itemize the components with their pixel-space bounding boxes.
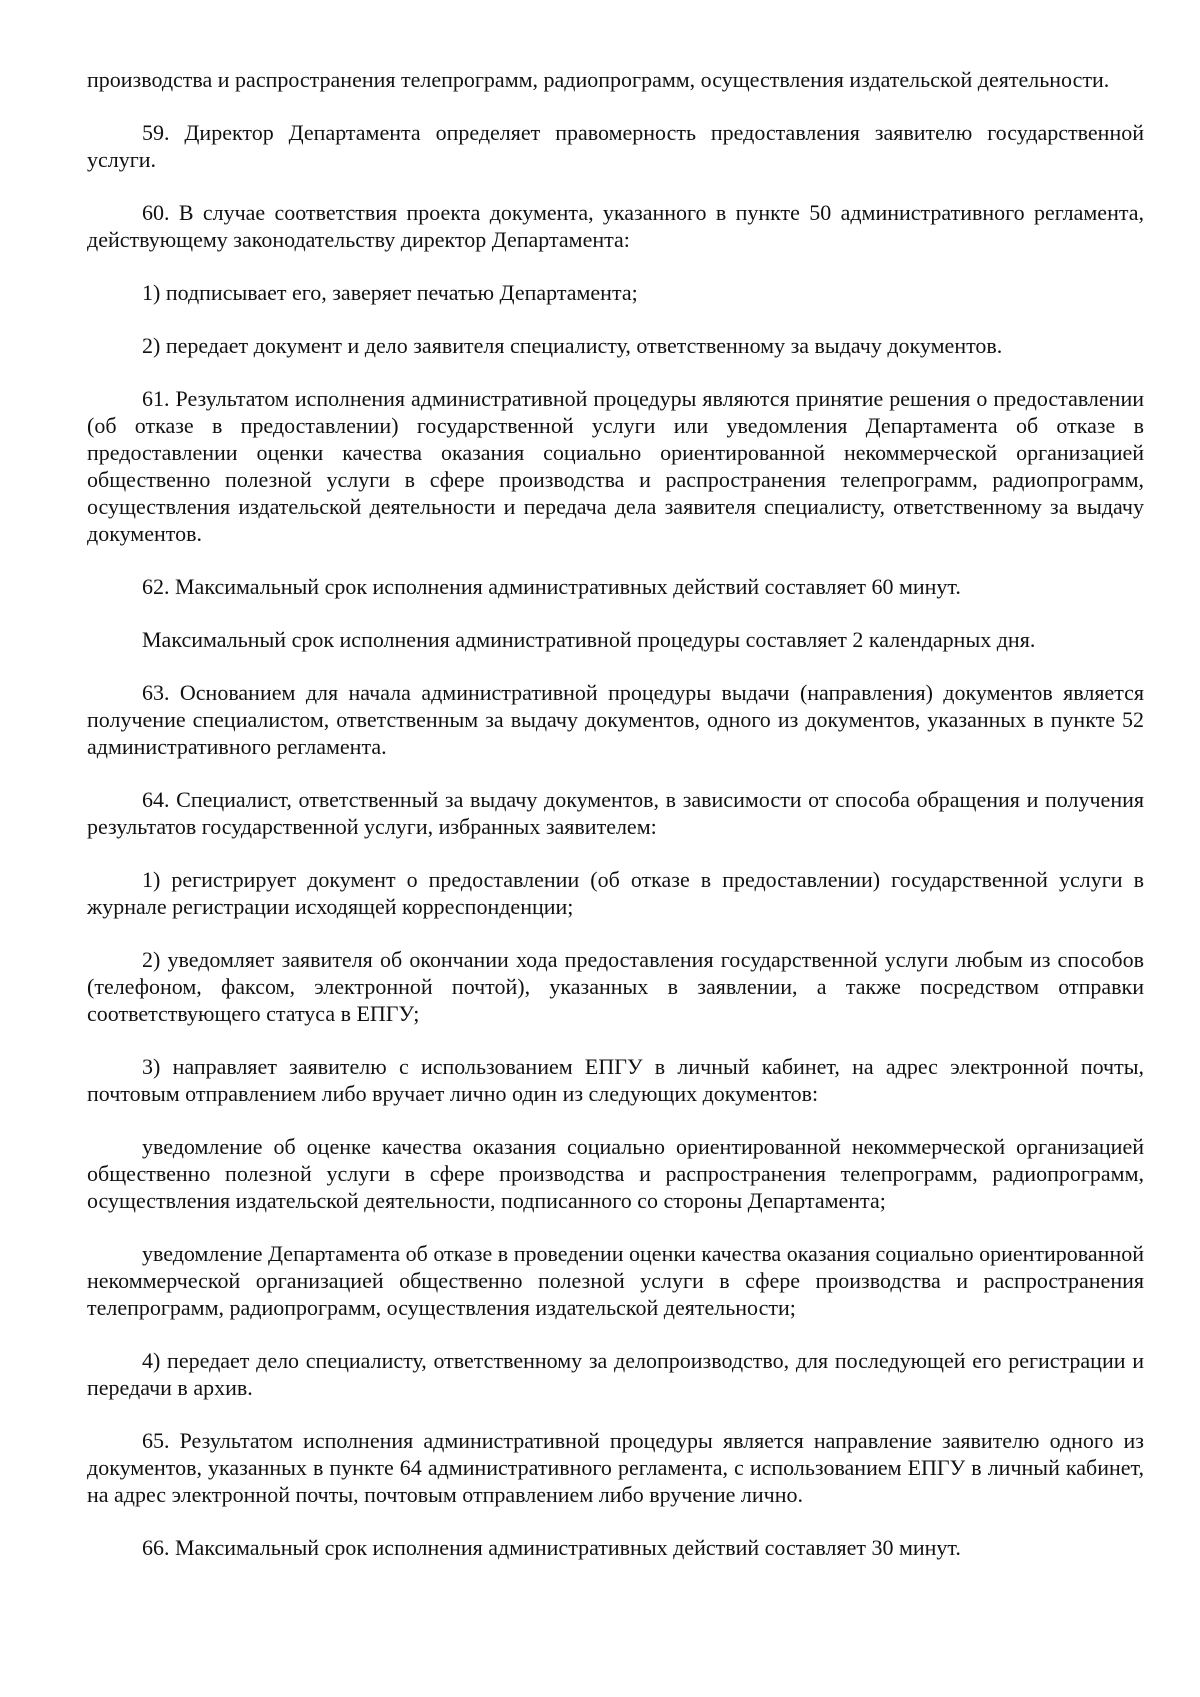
paragraph-60: 60. В случае соответствия проекта документа, указанного в пункте 50 административного регламента, действующему законодательству директор Департамента: [87, 200, 1144, 252]
paragraph-64-item-1: 1) регистрирует документ о предоставлении (об отказе в предоставлении) государственной услуги в журнале регистрации исходящей корреспонденции; [87, 867, 1144, 919]
paragraph-62-procedure-term: Максимальный срок исполнения административной процедуры составляет 2 календарных дня. [142, 627, 1036, 652]
paragraph-64: 64. Специалист, ответственный за выдачу документов, в зависимости от способа обращения и получения результатов государственной услуги, избранных заявителем: [87, 787, 1144, 839]
paragraph-continuation: производства и распространения телепрограмм, радиопрограмм, осуществления издательской деятельности. [87, 67, 1110, 92]
paragraph-64-document-option-2: уведомление Департамента об отказе в проведении оценки качества оказания социально ориентированной некоммерческой организацией общественно полезной услуги в сфере производства и распространения телепрограмм, радиопрограмм, осуществления издательской деятельности; [87, 1241, 1144, 1320]
paragraph-60-item-2: 2) передает документ и дело заявителя специалисту, ответственному за выдачу документов. [142, 333, 1003, 358]
paragraph-64-item-2: 2) уведомляет заявителя об окончании хода предоставления государственной услуги любым из способов (телефоном, факсом, электронной почтой), указанных в заявлении, а также посредством отправки соответствующего статуса в ЕПГУ; [87, 947, 1144, 1026]
paragraph-66: 66. Максимальный срок исполнения административных действий составляет 30 минут. [142, 1535, 961, 1560]
paragraph-64-item-3: 3) направляет заявителю с использованием ЕПГУ в личный кабинет, на адрес электронной почты, почтовым отправлением либо вручает лично один из следующих документов: [87, 1054, 1144, 1106]
paragraph-63: 63. Основанием для начала административной процедуры выдачи (направления) документов является получение специалистом, ответственным за выдачу документов, одного из документов, указанных в пункте 52 административного регламента. [87, 680, 1144, 759]
paragraph-60-item-1: 1) подписывает его, заверяет печатью Департамента; [142, 280, 638, 305]
paragraph-62: 62. Максимальный срок исполнения административных действий составляет 60 минут. [142, 574, 961, 599]
paragraph-64-document-option-1: уведомление об оценке качества оказания социально ориентированной некоммерческой организацией общественно полезной услуги в сфере производства и распространения телепрограмм, радиопрограмм, осуществления издательской деятельности, подписанного со стороны Департамента; [87, 1134, 1144, 1213]
paragraph-64-item-4: 4) передает дело специалисту, ответственному за делопроизводство, для последующей его регистрации и передачи в архив. [87, 1348, 1144, 1400]
paragraph-65: 65. Результатом исполнения административной процедуры является направление заявителю одного из документов, указанных в пункте 64 административного регламента, с использованием ЕПГУ в личный кабинет, на адрес электронной почты, почтовым отправлением либо вручение лично. [87, 1428, 1144, 1507]
paragraph-59: 59. Директор Департамента определяет правомерность предоставления заявителю государственной услуги. [87, 120, 1144, 172]
paragraph-61: 61. Результатом исполнения административной процедуры являются принятие решения о предоставлении (об отказе в предоставлении) государственной услуги или уведомления Департамента об отказе в предоставлении оценки качества оказания социально ориентированной некоммерческой организацией общественно полезной услуги в сфере производства и распространения телепрограмм, радиопрограмм, осуществления издательской деятельности и передача дела заявителя специалисту, ответственному за выдачу документов. [87, 386, 1144, 546]
